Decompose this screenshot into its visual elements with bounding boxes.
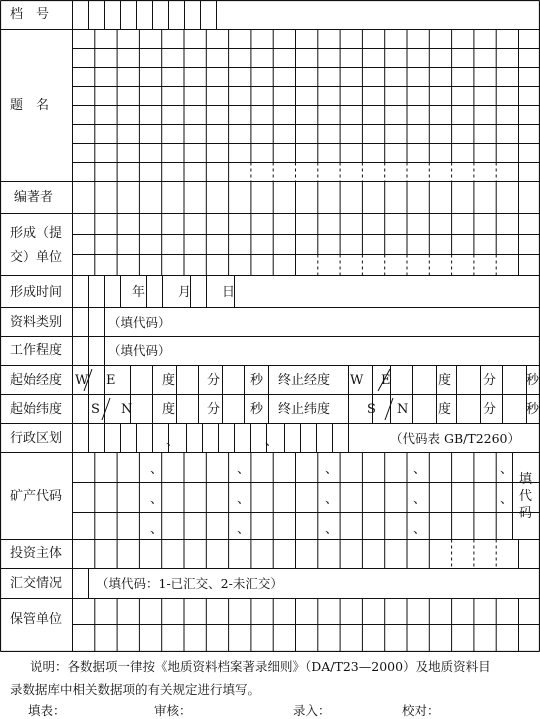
label-touzi-zhuti: 投资主体: [10, 546, 63, 561]
label-ziliao-leibie: 资料类别: [10, 315, 63, 330]
label-baoguan-danwei: 保管单位: [10, 612, 63, 627]
ziliao-leibie-hint: （填代码）: [108, 315, 171, 330]
end-lat-N: N: [397, 402, 409, 417]
label-ti-ming: 题 名: [10, 98, 50, 113]
mineral-sep-r1-3: 、: [325, 462, 339, 477]
end-lat-miao: 秒: [526, 402, 540, 417]
mineral-sep-r3-4: 、: [413, 522, 427, 537]
end-lon-du: 度: [438, 373, 452, 388]
start-lon-W: W: [75, 373, 89, 388]
start-lat-miao: 秒: [250, 402, 264, 417]
grid-line: [102, 398, 110, 420]
start-lon-miao: 秒: [250, 373, 264, 388]
end-lon-fen: 分: [483, 373, 497, 388]
mineral-sep-r1-4: 、: [413, 462, 427, 477]
start-lat-N: N: [121, 402, 133, 417]
end-lat-S: S: [367, 402, 376, 417]
explanation-note: [10, 655, 536, 701]
mineral-sep-r3-2: 、: [237, 522, 251, 537]
label-qishi-jingdu: 起始经度: [10, 373, 63, 388]
sign-luru: 录入：: [293, 703, 331, 718]
huijiao-code-hint: （填代码：1-已汇交、2-未汇交）: [96, 576, 283, 591]
mineral-sep-r1-2: 、: [237, 462, 251, 477]
label-dang-hao: 档 号: [10, 7, 50, 22]
end-lat-du: 度: [438, 402, 452, 417]
label-yue: 月: [178, 285, 192, 300]
sign-jiaodui: 校对：: [402, 703, 440, 718]
mineral-sep-r1-1: 、: [150, 462, 164, 477]
mineral-sep-r3-3: 、: [325, 522, 339, 537]
admin-sep-2: 、: [265, 434, 279, 449]
start-lon-du: 度: [162, 373, 176, 388]
start-lon-E: E: [106, 373, 116, 388]
start-lat-S: S: [91, 402, 100, 417]
label-xingzheng-quhua: 行政区划: [10, 431, 63, 446]
sign-shenhe: 审核：: [154, 703, 192, 718]
grid-line: [385, 398, 393, 420]
end-lon-E: E: [381, 373, 391, 388]
label-nian: 年: [132, 285, 146, 300]
end-lon-W: W: [350, 373, 364, 388]
label-bian-zhu: 编著者: [14, 190, 54, 205]
label-ri: 日: [222, 285, 236, 300]
mineral-sep-r2-3: 、: [325, 492, 339, 507]
gongzuo-chengdu-hint: （填代码）: [108, 343, 171, 358]
label-zhongzhi-jingdu: 终止经度: [278, 373, 331, 388]
start-lat-du: 度: [162, 402, 176, 417]
end-lon-miao: 秒: [526, 373, 540, 388]
label-qishi-weidu: 起始纬度: [10, 402, 63, 417]
mineral-hint-char-3: 码: [519, 506, 533, 521]
admin-code-hint: （代码表 GB/T2260）: [390, 431, 521, 446]
mineral-sep-r2-4: 、: [413, 492, 427, 507]
label-gongzuo-chengdu: 工作程度: [10, 343, 63, 358]
admin-sep-1: 、: [166, 434, 180, 449]
note-line-1: 说明：各数据项一律按《地质资料档案著录细则》（DA/T23—2000）及地质资料目: [30, 659, 491, 674]
label-zhongzhi-weidu: 终止纬度: [278, 402, 331, 417]
start-lat-fen: 分: [207, 402, 221, 417]
mineral-sep-r2-2: 、: [237, 492, 251, 507]
mineral-sep-r3-1: 、: [150, 522, 164, 537]
mineral-sep-r1-5: 、: [500, 462, 514, 477]
mineral-sep-r2-5: 、: [500, 492, 514, 507]
label-xingcheng-1: 形成（提: [10, 226, 63, 241]
mineral-hint-char-1: 填: [519, 472, 533, 487]
label-xingcheng-shijian: 形成时间: [10, 285, 63, 300]
label-huijiao-qingkuang: 汇交情况: [10, 576, 63, 591]
sign-tianbiao: 填表：: [28, 703, 66, 718]
end-lat-fen: 分: [483, 402, 497, 417]
mineral-hint-char-2: 代: [519, 489, 533, 504]
start-lon-fen: 分: [207, 373, 221, 388]
label-kuangchan-daima: 矿产代码: [10, 489, 63, 504]
note-line-2: 录数据库中相关数据项的有关规定进行填写。: [10, 682, 261, 697]
mineral-sep-r2-1: 、: [150, 492, 164, 507]
label-xingcheng-2: 交）单位: [10, 250, 63, 265]
